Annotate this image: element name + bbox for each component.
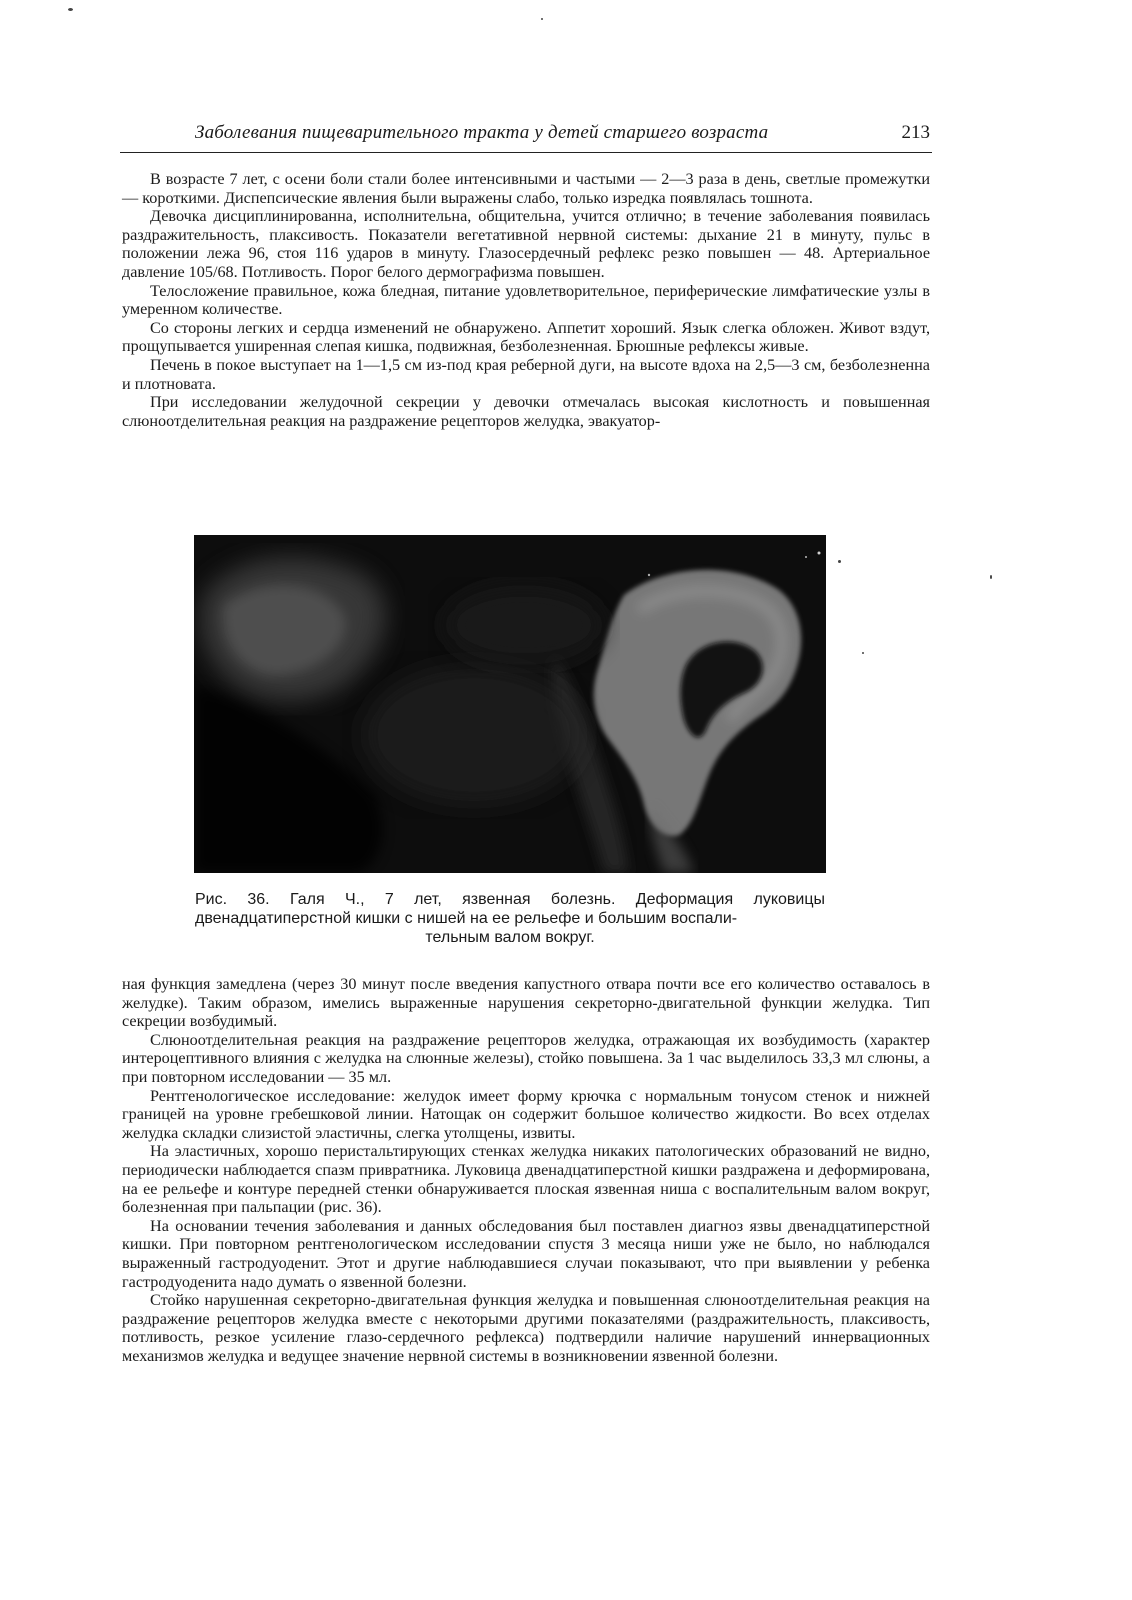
caption-last-line: тельным валом вокруг. bbox=[425, 929, 595, 946]
paragraph: Телосложение правильное, кожа бледная, питание удовлетворительное, периферические лимфатические узлы в умеренном количестве. bbox=[122, 281, 930, 319]
paragraph: Девочка дисциплинированна, исполнительна, общительна, учится отлично; в течение заболевания появилась раздражительность, плаксивость. Показатели вегетативной нервной системы: дыхание 21 в минуту, пульс в положении лежа 96, стоя 116 ударов в минуту. Глазосердечный рефлекс резко повышен — 48. Артериальное давление 105/68. Потливость. Порог белого дермографизма повышен. bbox=[122, 207, 930, 281]
paragraph: Слюноотделительная реакция на раздражение рецепторов желудка, отражающая их возбудимость (характер интероцептивного влияния с желудка на слюнные железы), стойко повышена. За 1 час выделилось 33,3 мл слюны, а при повторном исследовании — 35 мл. bbox=[122, 1030, 930, 1086]
text-block-top bbox=[122, 170, 930, 430]
paragraph: При исследовании желудочной секреции у девочки отмечалась высокая кислотность и повышенная слюноотделительная реакция на раздражение рецепторов желудка, эвакуатор- bbox=[122, 393, 930, 430]
scan-speck bbox=[68, 8, 73, 11]
text-block-bottom bbox=[122, 975, 930, 1365]
caption-text: Рис. 36. Галя Ч., 7 лет, язвенная болезнь. Деформация луковицы двенадцатиперстной кишки с нишей на ее рельефе и большим воспали- bbox=[195, 891, 825, 927]
scan-speck bbox=[541, 18, 543, 20]
paragraph: Печень в покое выступает на 1—1,5 см из-под края реберной дуги, на высоте вдоха на 2,5—3 см, безболезненна и плотновата. bbox=[122, 355, 930, 393]
paragraph: Стойко нарушенная секреторно-двигательная функция желудка и повышенная слюноотделительная реакция на раздражение рецепторов желудка вместе с некоторыми другими показателями (раздражительность, плаксивость, потливость, резкое усиление глазо-сердечного рефлекса) подтвердили наличие нарушений иннервационных механизмов желудка и ведущее значение нервной системы в возникновении язвенной болезни. bbox=[122, 1291, 930, 1365]
paragraph: На эластичных, хорошо перистальтирующих стенках желудка никаких патологических образований не видно, периодически наблюдается спазм привратника. Луковица двенадцатиперстной кишки раздражена и деформирована, на ее рельефе и контуре передней стенки обнаруживается плоская язвенная ниша с воспалительным валом вокруг, болезненная при пальпации (рис. 36). bbox=[122, 1142, 930, 1217]
paragraph: Рентгенологическое исследование: желудок имеет форму крючка с нормальным тонусом стенок и нижней границей на уровне гребешковой линии. Натощак он содержит большое количество жидкости. Во всех отделах желудка складки слизистой эластичны, слегка утолщены, извиты. bbox=[122, 1086, 930, 1142]
paragraph: ная функция замедлена (через 30 минут после введения капустного отвара почти все его количество оставалось в желудке). Таким образом, имелись выраженные нарушения секреторно-двигательной функции желудка. Тип секреции возбудимый. bbox=[122, 975, 930, 1031]
paragraph: Со стороны легких и сердца изменений не обнаружено. Аппетит хороший. Язык слегка обложен. Живот вздут, прощупывается уширенная слепая кишка, подвижная, безболезненная. Брюшные рефлексы живые. bbox=[122, 318, 930, 356]
figure-caption bbox=[195, 890, 825, 947]
paragraph: На основании течения заболевания и данных обследования был поставлен диагноз язвы двенадцатиперстной кишки. При повторном рентгенологическом исследовании спустя 3 месяца ниши уже не было, но наблюдался выраженный гастродуоденит. Этот и другие наблюдавшиеся случаи показывают, что при выявлении у ребенка гастродуоденита надо думать о язвенной болезни. bbox=[122, 1216, 930, 1291]
paragraph: В возрасте 7 лет, с осени боли стали более интенсивными и частыми — 2—3 раза в день, светлые промежутки — короткими. Диспепсические явления были выражены слабо, только изредка появлялась тошнота. bbox=[122, 170, 930, 207]
scan-speck bbox=[990, 575, 992, 579]
xray-figure bbox=[194, 535, 826, 873]
scan-speck bbox=[838, 560, 841, 563]
xray-image bbox=[194, 535, 826, 873]
running-title: Заболевания пищеварительного тракта у детей старшего возраста bbox=[195, 122, 769, 143]
page-number: 213 bbox=[901, 122, 930, 143]
running-header bbox=[120, 122, 932, 153]
scan-speck bbox=[862, 652, 864, 654]
